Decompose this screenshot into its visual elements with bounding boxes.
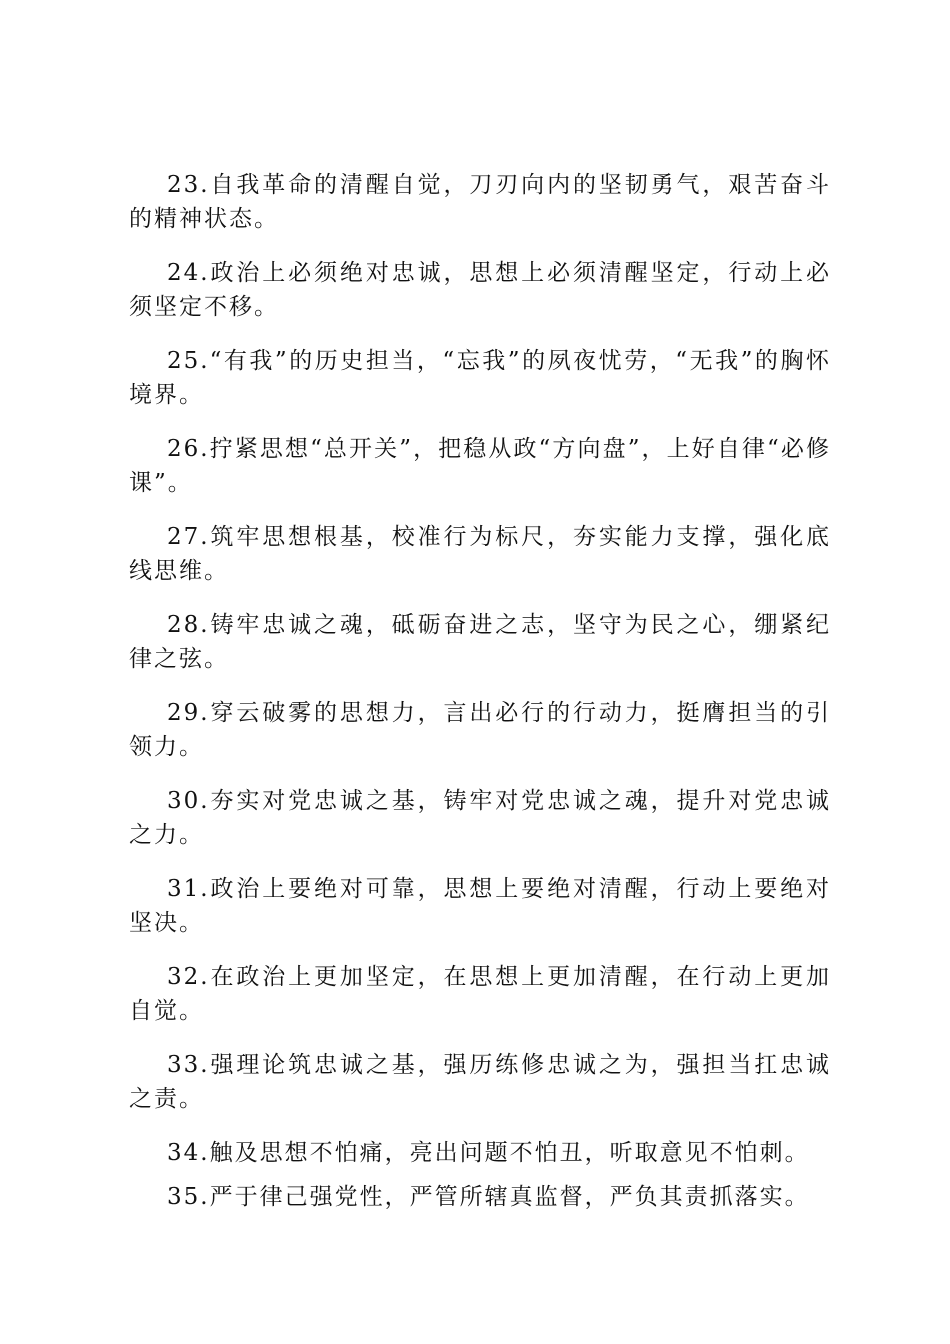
paragraph-28: 28.铸牢忠诚之魂，砥砺奋进之志，坚守为民之心，绷紧纪律之弦。 (129, 612, 831, 672)
paragraph-27: 27.筑牢思想根基，校准行为标尺，夯实能力支撑，强化底线思维。 (129, 524, 831, 584)
paragraph-26: 26.拧紧思想“总开关”，把稳从政“方向盘”，上好自律“必修课”。 (129, 436, 831, 496)
paragraph-29: 29.穿云破雾的思想力，言出必行的行动力，挺膺担当的引领力。 (129, 700, 831, 760)
paragraph-33: 33.强理论筑忠诚之基，强历练修忠诚之为，强担当扛忠诚之责。 (129, 1052, 831, 1112)
paragraph-34: 34.触及思想不怕痛，亮出问题不怕丑，听取意见不怕刺。 (167, 1140, 810, 1166)
paragraph-25: 25.“有我”的历史担当，“忘我”的夙夜忧劳，“无我”的胸怀境界。 (129, 348, 831, 408)
paragraph-30: 30.夯实对党忠诚之基，铸牢对党忠诚之魂，提升对党忠诚之力。 (129, 788, 831, 848)
paragraph-32: 32.在政治上更加坚定，在思想上更加清醒，在行动上更加自觉。 (129, 964, 831, 1024)
paragraph-23: 23.自我革命的清醒自觉，刀刃向内的坚韧勇气，艰苦奋斗的精神状态。 (129, 172, 831, 232)
paragraph-31: 31.政治上要绝对可靠，思想上要绝对清醒，行动上要绝对坚决。 (129, 876, 831, 936)
paragraph-24: 24.政治上必须绝对忠诚，思想上必须清醒坚定，行动上必须坚定不移。 (129, 260, 831, 320)
document-body (129, 168, 831, 1224)
paragraph-35: 35.严于律己强党性，严管所辖真监督，严负其责抓落实。 (167, 1184, 810, 1210)
